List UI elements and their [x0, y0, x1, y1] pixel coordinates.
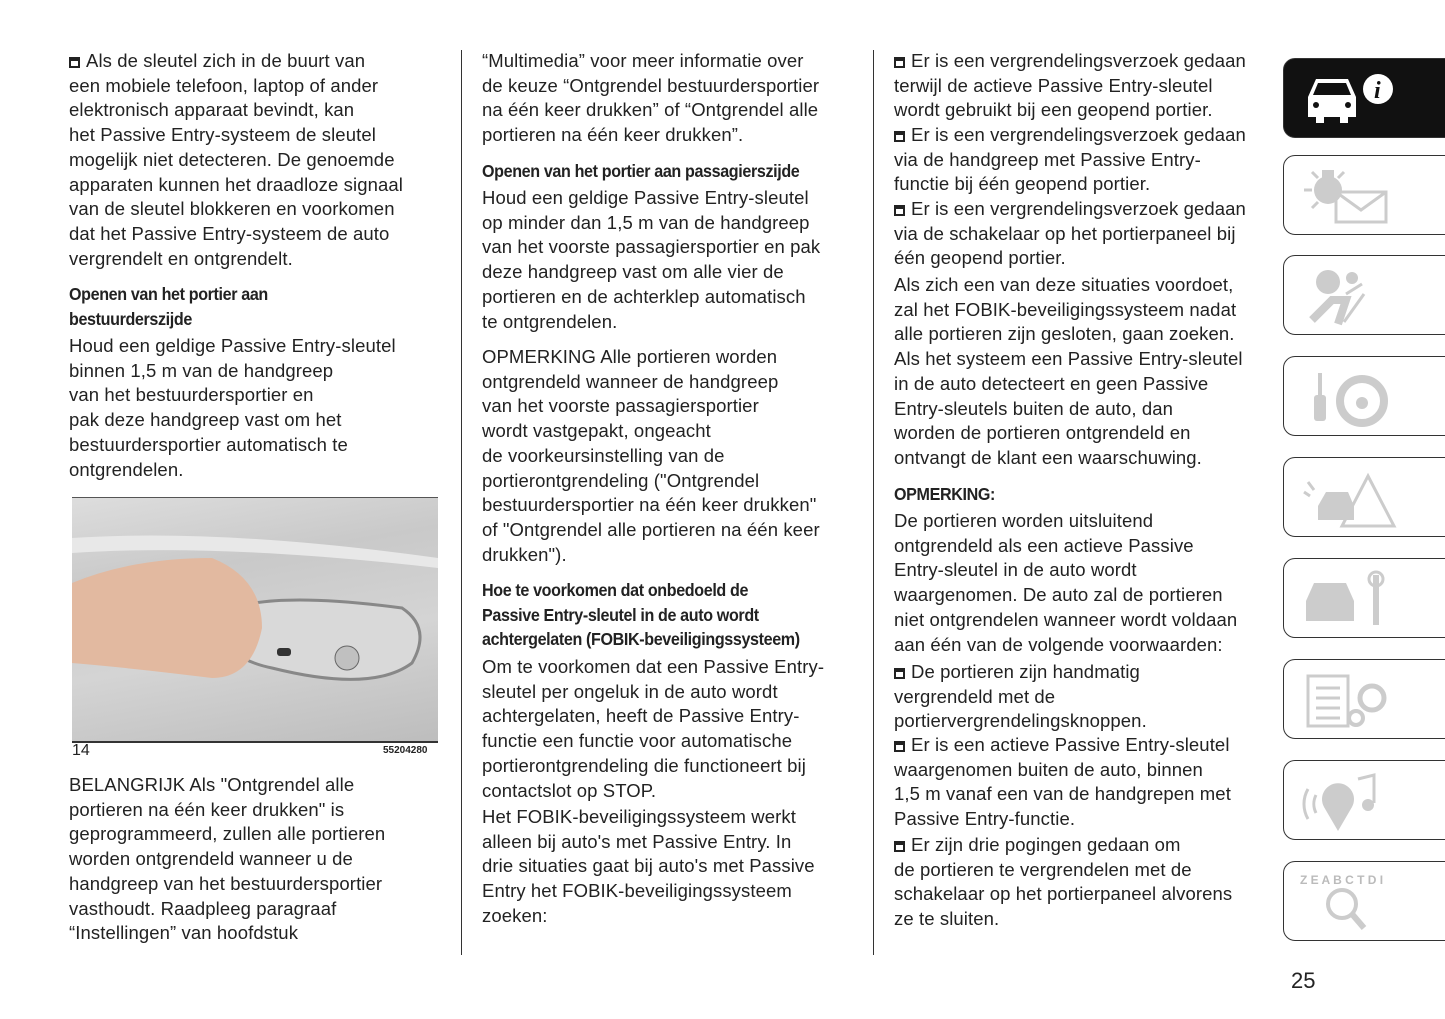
bullet-icon	[69, 57, 80, 68]
bullet-paragraph	[894, 123, 1246, 197]
column-divider	[873, 50, 874, 955]
bullet-paragraph	[894, 197, 1246, 271]
paragraph: Als zich een van deze situaties voordoet, zal het FOBIK-beveiligingssysteem nadat alle portieren zijn gesloten, gaan zoeken. Als het systeem een Passive Entry-sleutel in de auto detecteert en geen Passive Entry-sleutels buiten de auto, dan worden de portieren ontgrendeld en ontvangt de klant een waarschuwing.	[894, 274, 1243, 468]
key-steering-icon	[1298, 365, 1398, 429]
text: Als de sleutel zich in de buurt van een mobiele telefoon, laptop of ander elektronisch apparaat bevindt, kan het Passive Entry-systeem de sleutel mogelijk niet detecteren. De genoemde apparaten kunnen het draadloze signaal van de sleutel blokkeren en voorkomen dat het Passive Entry-systeem de auto vergrendelt en ontgrendelt.	[69, 50, 403, 269]
tab-car-maintenance[interactable]	[1283, 558, 1445, 638]
text: Er is een vergrendelingsverzoek gedaan terwijl de actieve Passive Entry-sleutel wordt gebruikt bij een geopend portier.	[894, 50, 1246, 121]
tab-technical-data[interactable]	[1283, 659, 1445, 739]
bullet-icon	[894, 668, 905, 679]
paragraph: Om te voorkomen dat een Passive Entry- sleutel per ongeluk in de auto wordt achtergelaten, heeft de Passive Entry- functie een functie voor automatische portierontgrendeling die functioneert bij contactslot op STOP.	[482, 656, 825, 801]
paragraph: De portieren worden uitsluitend ontgrendeld als een actieve Passive Entry-sleutel in de auto wordt waargenomen. De auto zal de portieren niet ontgrendelen wanneer wordt voldaan aan één van de volgende voorwaarden:	[894, 510, 1238, 655]
text: Er is een vergrendelingsverzoek gedaan via de handgreep met Passive Entry- functie bij één geopend portier.	[894, 124, 1246, 195]
door-handle-figure	[72, 497, 438, 743]
bullet-paragraph	[69, 49, 403, 271]
tab-airbag-safety[interactable]	[1283, 255, 1445, 335]
bullet-icon	[894, 131, 905, 142]
section-heading: Hoe te voorkomen dat onbedoeld de Passive Entry-sleutel in de auto wordt achtergelaten (FOBIK-beveiligingssysteem)	[482, 580, 800, 650]
figure-code: 55204280	[383, 745, 428, 756]
note-paragraph: OPMERKING Alle portieren worden ontgrendeld wanneer de handgreep van het voorste passagiersportier wordt vastgepakt, ongeacht de voorkeursinstelling van de portierontgrendeling ("Ontgrendel bestuurdersportier na één keer drukken" of "Ontgrendel alle portieren na één keer drukken").	[482, 346, 820, 565]
tab-index[interactable]	[1283, 861, 1445, 941]
bullet-icon	[894, 741, 905, 752]
section-heading: Openen van het portier aan passagierszijde	[482, 161, 800, 181]
car-maintenance-icon	[1298, 567, 1398, 631]
tab-key-steering[interactable]	[1283, 356, 1445, 436]
text: Er zijn drie pogingen gedaan om de portieren te vergrendelen met de schakelaar op het portierpaneel alvorens ze te sluiten.	[894, 834, 1233, 930]
bullet-icon	[894, 841, 905, 852]
bullet-icon	[894, 205, 905, 216]
technical-data-icon	[1298, 668, 1398, 732]
svg-text:i: i	[1374, 78, 1381, 104]
paragraph: BELANGRIJK Als "Ontgrendel alle portieren na één keer drukken" is geprogrammeerd, zullen alle portieren worden ontgrendeld wanneer u de handgreep van het bestuurdersportier vasthoudt. Raadpleeg paragraaf “Instellingen” van hoofdstuk	[69, 774, 386, 944]
section-heading: OPMERKING:	[894, 484, 995, 504]
figure-number: 14	[72, 742, 90, 759]
paragraph: Houd een geldige Passive Entry-sleutel op minder dan 1,5 m van de handgreep van het voorste passagiersportier en pak deze handgreep vast om alle vier de portieren en de achterklep automatisch te ontgrendelen.	[482, 187, 821, 332]
text: De portieren zijn handmatig vergrendeld met de portiervergrendelingsknoppen.	[894, 661, 1147, 732]
bullet-paragraph	[894, 660, 1147, 734]
index-icon	[1298, 870, 1408, 940]
tab-multimedia[interactable]	[1283, 760, 1445, 840]
car-info-icon	[1298, 67, 1398, 131]
paragraph: Houd een geldige Passive Entry-sleutel binnen 1,5 m van de handgreep van het bestuurdersportier en pak deze handgreep vast om het bestuurdersportier automatisch te ontgrendelen.	[69, 335, 396, 480]
lights-messages-icon	[1298, 164, 1398, 228]
section-heading: Openen van het portier aan bestuurderszijde	[69, 284, 268, 329]
page-number: 25	[1291, 968, 1316, 993]
warning-emergency-icon	[1298, 466, 1398, 530]
tab-warning-emergency[interactable]	[1283, 457, 1445, 537]
airbag-safety-icon	[1298, 264, 1398, 328]
tab-car-info[interactable]	[1283, 58, 1445, 138]
index-letters: Z E A B C T D I	[1300, 873, 1384, 887]
paragraph: Het FOBIK-beveiligingssysteem werkt alleen bij auto's met Passive Entry. In drie situaties gaat bij auto's met Passive Entry het FOBIK-beveiligingssysteem zoeken:	[482, 806, 815, 926]
text: Er is een vergrendelingsverzoek gedaan via de schakelaar op het portierpaneel bij één geopend portier.	[894, 198, 1246, 269]
bullet-icon	[894, 57, 905, 68]
tab-lights-messages[interactable]	[1283, 155, 1445, 235]
text: Er is een actieve Passive Entry-sleutel waargenomen buiten de auto, binnen 1,5 m vanaf een van de handgrepen met Passive Entry-functie.	[894, 734, 1231, 830]
column-divider	[461, 50, 462, 955]
multimedia-icon	[1298, 769, 1398, 833]
bullet-paragraph	[894, 833, 1232, 932]
paragraph: “Multimedia” voor meer informatie over de keuze “Ontgrendel bestuurdersportier na één keer drukken” of “Ontgrendel alle portieren na één keer drukken”.	[482, 50, 820, 146]
bullet-paragraph	[894, 49, 1246, 123]
bullet-paragraph	[894, 733, 1231, 832]
